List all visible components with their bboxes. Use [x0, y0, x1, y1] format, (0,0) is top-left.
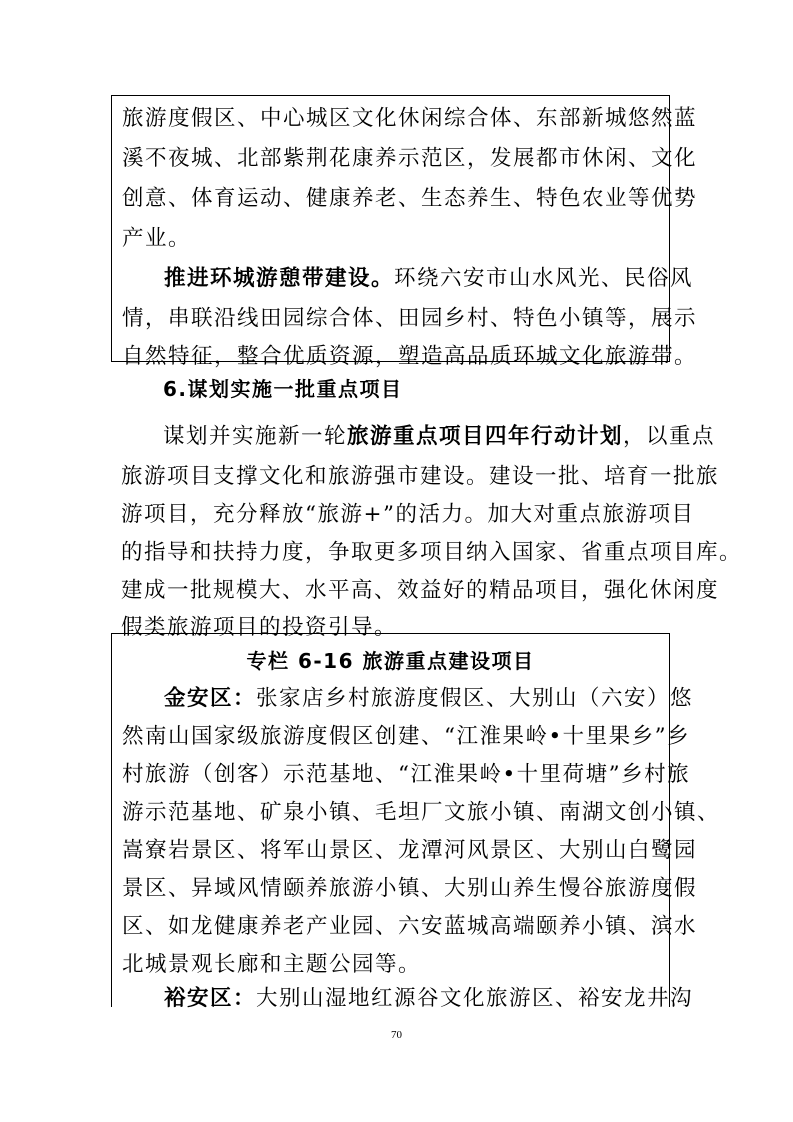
ring-tour-belt-heading: 推进环城游憩带建设。 — [164, 266, 395, 291]
jinan-line-7: 区、如龙健康养老产业园、六安蓝城高端颐养小镇、滨水 — [122, 914, 698, 939]
column-title: 专栏 6-16 旅游重点建设项目 — [246, 649, 535, 673]
top-box-line-1: 旅游度假区、中心城区文化休闲综合体、东部新城悠然蓝 — [122, 106, 698, 131]
jinan-line-4: 游示范基地、矿泉小镇、毛坦厂文旅小镇、南湖文创小镇、 — [122, 800, 721, 825]
section-body-line-4: 的指导和扶持力度，争取更多项目纳入国家、省重点项目库。 — [121, 540, 743, 565]
yuan-first-text: 大别山湿地红源谷文化旅游区、裕安龙井沟 — [256, 986, 694, 1011]
jinan-line-5: 嵩寮岩景区、将军山景区、龙潭河风景区、大别山白鹭园 — [122, 838, 698, 863]
top-content-box — [111, 95, 698, 369]
yuan-line-1 — [164, 986, 694, 1012]
top-box-line-3: 创意、体育运动、健康养老、生态养生、特色农业等优势 — [122, 186, 698, 211]
top-box-para2-line-1 — [164, 266, 694, 292]
jinan-line-3: 村旅游（创客）示范基地、“江淮果岭•十里荷塘”乡村旅 — [122, 762, 691, 787]
section-heading: 6.谋划实施一批重点项目 — [163, 377, 403, 401]
four-year-plan-emphasis: 旅游重点项目四年行动计划 — [347, 424, 624, 449]
section-body-line-3: 游项目，充分释放“旅游+”的活力。加大对重点旅游项目 — [121, 502, 695, 527]
top-box-line-2: 溪不夜城、北部紫荆花康养示范区，发展都市休闲、文化 — [122, 146, 698, 171]
page-number: 70 — [391, 1029, 402, 1041]
jinan-line-1 — [164, 686, 694, 712]
jinan-line-2: 然南山国家级旅游度假区创建、“江淮果岭•十里果乡”乡 — [122, 724, 691, 749]
ring-tour-belt-text: 环绕六安市山水风光、民俗风 — [394, 266, 694, 291]
column-box — [111, 633, 721, 1011]
jinan-line-6: 景区、异域风情颐养旅游小镇、大别山养生慢谷旅游度假 — [122, 876, 698, 901]
jinan-first-text: 张家店乡村旅游度假区、大别山（六安）悠 — [256, 686, 694, 711]
top-box-para2-line-2: 情，串联沿线田园综合体、田园乡村、特色小镇等，展示 — [122, 306, 698, 331]
jinan-district-label: 金安区： — [164, 686, 257, 711]
section-body-line-1 — [163, 424, 715, 450]
yuan-district-label: 裕安区： — [164, 986, 257, 1011]
top-box-para2-line-3: 自然特征，整合优质资源，塑造高品质环城文化旅游带。 — [122, 344, 698, 369]
section-body-line-2: 旅游项目支撑文化和旅游强市建设。建设一批、培育一批旅 — [121, 464, 720, 489]
jinan-line-8: 北城景观长廊和主题公园等。 — [122, 952, 422, 977]
section-body-line-1-pre: 谋划并实施新一轮 — [163, 424, 348, 449]
section-body-line-6: 假类旅游项目的投资引导。 — [121, 615, 398, 640]
section-body-line-1-post: ，以重点 — [623, 424, 716, 449]
section-body-line-5: 建成一批规模大、水平高、效益好的精品项目，强化休闲度 — [121, 578, 720, 603]
top-box-line-4: 产业。 — [122, 226, 192, 251]
